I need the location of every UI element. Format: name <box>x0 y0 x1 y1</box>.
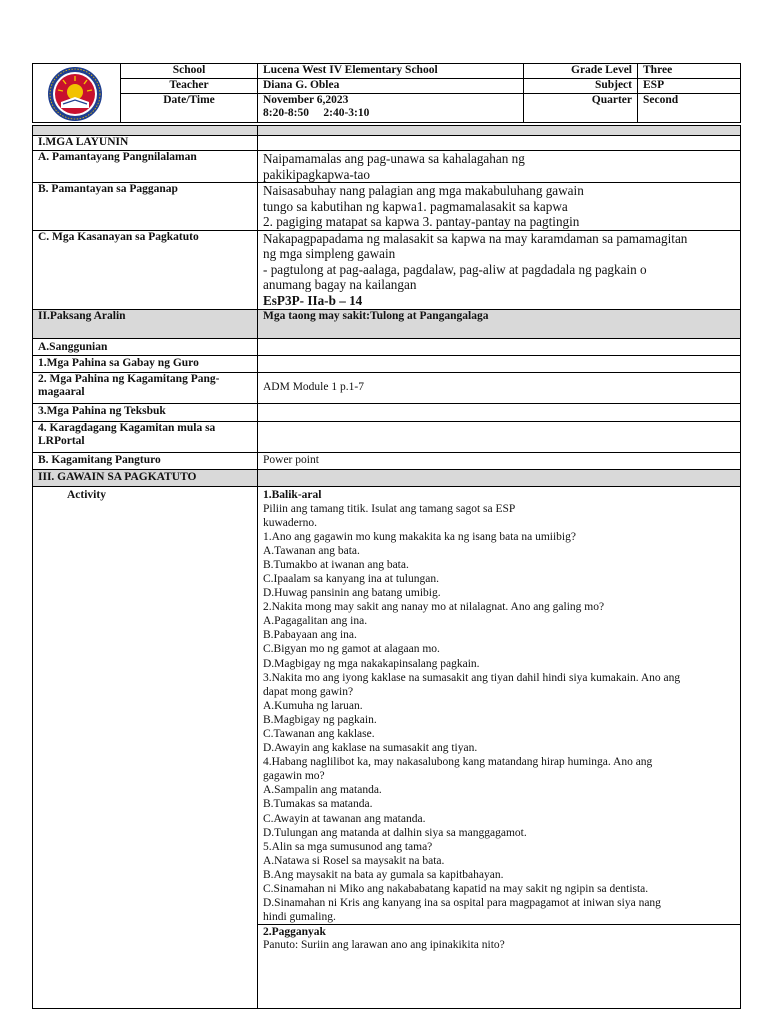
lrportal-label: 4. Karagdagang Kagamitan mula sa LRPortal <box>33 421 258 452</box>
kasanayan-value <box>258 230 741 309</box>
pamantayang-line-1: Naipamamalas ang pag-unawa sa kahalagahan ng <box>263 151 525 166</box>
kasanayan-line-1: Nakapagpapadama ng malasakit sa kapwa na may karamdaman sa pamamagitan <box>263 230 688 246</box>
pagganap-line-1: Naisasabuhay nang palagian ang mga makabuluhang gawain <box>263 183 584 198</box>
balik-aral-line: D.Huwag pansinin ang batang umibig. <box>263 587 441 600</box>
subject-label: Subject <box>524 79 638 94</box>
balik-aral-line: C.Ipaalam sa kanyang ina at tulungan. <box>263 572 439 585</box>
kagamitang-value: ADM Module 1 p.1-7 <box>258 372 741 403</box>
balik-aral-line: B.Tumakas sa matanda. <box>263 798 373 811</box>
school-value: Lucena West IV Elementary School <box>258 64 524 79</box>
balik-aral-line: C.Sinamahan ni Miko ang nakababatang kapatid na may sakit ng ngipin sa dentista. <box>263 883 649 896</box>
balik-aral-line: C.Bigyan mo ng gamot at alagaan mo. <box>263 643 440 656</box>
balik-aral-title: 1.Balik-aral <box>263 488 322 501</box>
balik-aral-cell <box>258 486 741 925</box>
date-label: Date/Time <box>121 94 258 123</box>
balik-aral-line: kuwaderno. <box>263 516 317 529</box>
pagganap-line-2: tungo sa kabutihan ng kapwa1. pagmamalasakit sa kapwa <box>263 198 568 214</box>
header-table <box>32 63 741 123</box>
balik-aral-line: C.Tawanan ang kaklase. <box>263 728 375 740</box>
balik-aral-line: A.Kumuha ng laruan. <box>263 699 363 712</box>
pangturo-label: B. Kagamitang Pangturo <box>33 452 258 469</box>
activity-label: Activity <box>33 486 258 1009</box>
balik-aral-line: D.Tulungan ang matanda at dalhin siya sa manggagamot. <box>263 826 527 839</box>
balik-aral-line: hindi gumaling. <box>263 911 336 924</box>
balik-aral-line: A.Pagagalitan ang ina. <box>263 615 368 628</box>
gawain-label: III. GAWAIN SA PAGKATUTO <box>33 469 258 486</box>
gabay-empty <box>258 355 741 372</box>
sanggunian-empty <box>258 338 741 355</box>
pagganyak-text: Panuto: Suriin ang larawan ano ang ipinakikita nito? <box>263 939 505 952</box>
balik-aral-line: C.Awayin at tawanan ang matanda. <box>263 812 426 825</box>
balik-aral-line: D.Magbigay ng mga nakakapinsalang pagkain. <box>263 657 480 670</box>
balik-aral-line: B.Magbigay ng pagkain. <box>263 713 377 726</box>
quarter-label: Quarter <box>524 94 638 123</box>
pamantayang-value <box>258 151 741 183</box>
balik-aral-line: 3.Nakita mo ang iyong kaklase na sumasakit ang tiyan dahil hindi siya kumakain. Ano ang <box>263 671 681 684</box>
lesson-plan-table <box>32 125 741 1009</box>
date-text: November 6,2023 <box>263 94 349 106</box>
kasanayan-code: EsP3P- IIa-b – 14 <box>263 292 363 308</box>
balik-aral-line: A.Sampalin ang matanda. <box>263 784 382 797</box>
pagganyak-cell <box>258 925 741 1009</box>
spacer-right <box>258 126 741 136</box>
balik-aral-line: 2.Nakita mong may sakit ang nanay mo at nilalagnat. Ano ang galing mo? <box>263 601 605 614</box>
gabay-label: 1.Mga Pahina sa Gabay ng Guro <box>33 355 258 372</box>
subject-value: ESP <box>638 79 741 94</box>
paksang-label: II.Paksang Aralin <box>33 309 258 338</box>
grade-level-value: Three <box>638 64 741 79</box>
teksbuk-empty <box>258 403 741 421</box>
balik-aral-line: D.Sinamahan ni Kris ang kanyang ina sa ospital para magpagamot at iniwan siya nang <box>263 897 661 910</box>
balik-aral-line: A.Natawa si Rosel sa maysakit na bata. <box>263 854 445 867</box>
layunin-empty <box>258 136 741 151</box>
pangturo-value: Power point <box>258 452 741 469</box>
balik-aral-line: B.Pabayaan ang ina. <box>263 629 357 642</box>
kasanayan-line-4: anumang bagay na kailangan <box>263 277 417 292</box>
balik-aral-line: A.Tawanan ang bata. <box>263 544 360 557</box>
sanggunian-label: A.Sanggunian <box>33 338 258 355</box>
kasanayan-label: C. Mga Kasanayan sa Pagkatuto <box>33 230 258 309</box>
pamantayang-label: A. Pamantayang Pangnilalaman <box>33 151 258 183</box>
pamantayang-line-2: pakikipagkapwa-tao <box>263 166 370 182</box>
lrportal-empty <box>258 421 741 452</box>
balik-aral-lines <box>263 502 735 925</box>
quarter-value: Second <box>638 94 741 123</box>
balik-aral-line: B.Ang maysakit na bata ay gumala sa kapitbahayan. <box>263 868 504 881</box>
pagganap-label: B. Pamantayan sa Pagganap <box>33 183 258 231</box>
gawain-empty <box>258 469 741 486</box>
spacer-left <box>33 126 258 136</box>
date-value <box>258 94 524 123</box>
kasanayan-line-2: ng mga simpleng gawain <box>263 246 396 261</box>
pagganap-line-3: 2. pagiging matapat sa kapwa 3. pantay-pantay na pagtingin <box>263 214 580 229</box>
balik-aral-line: B.Tumakbo at iwanan ang bata. <box>263 558 409 571</box>
teacher-value: Diana G. Oblea <box>258 79 524 94</box>
kagamitang-label: 2. Mga Pahina ng Kagamitang Pang-magaaral <box>33 372 258 403</box>
school-seal-icon <box>47 66 103 122</box>
balik-aral-line: D.Awayin ang kaklase na sumasakit ang tiyan. <box>263 742 478 755</box>
balik-aral-line: 1.Ano ang gagawin mo kung makakita ka ng isang bata na umiibig? <box>263 530 576 543</box>
teacher-label: Teacher <box>121 79 258 94</box>
layunin-heading: I.MGA LAYUNIN <box>33 136 258 151</box>
paksang-value: Mga taong may sakit:Tulong at Pangangalaga <box>258 309 741 338</box>
kasanayan-line-3: - pagtulong at pag-aalaga, pagdalaw, pag-aliw at pagdadala ng pagkain o <box>263 261 647 277</box>
school-label: School <box>121 64 258 79</box>
balik-aral-line: 5.Alin sa mga sumusunod ang tama? <box>263 840 433 853</box>
pagganyak-title: 2.Pagganyak <box>263 926 326 939</box>
time-text: 8:20-8:50 2:40-3:10 <box>263 107 370 119</box>
balik-aral-line: gagawin mo? <box>263 770 325 783</box>
grade-level-label: Grade Level <box>524 64 638 79</box>
balik-aral-line: 4.Habang naglilibot ka, may nakasalubong kang matandang hirap huminga. Ano ang <box>263 756 653 769</box>
balik-aral-line: Piliin ang tamang titik. Isulat ang tamang sagot sa ESP <box>263 502 516 515</box>
teksbuk-label: 3.Mga Pahina ng Teksbuk <box>33 403 258 421</box>
pagganap-value <box>258 183 741 231</box>
balik-aral-line: dapat mong gawin? <box>263 685 354 698</box>
